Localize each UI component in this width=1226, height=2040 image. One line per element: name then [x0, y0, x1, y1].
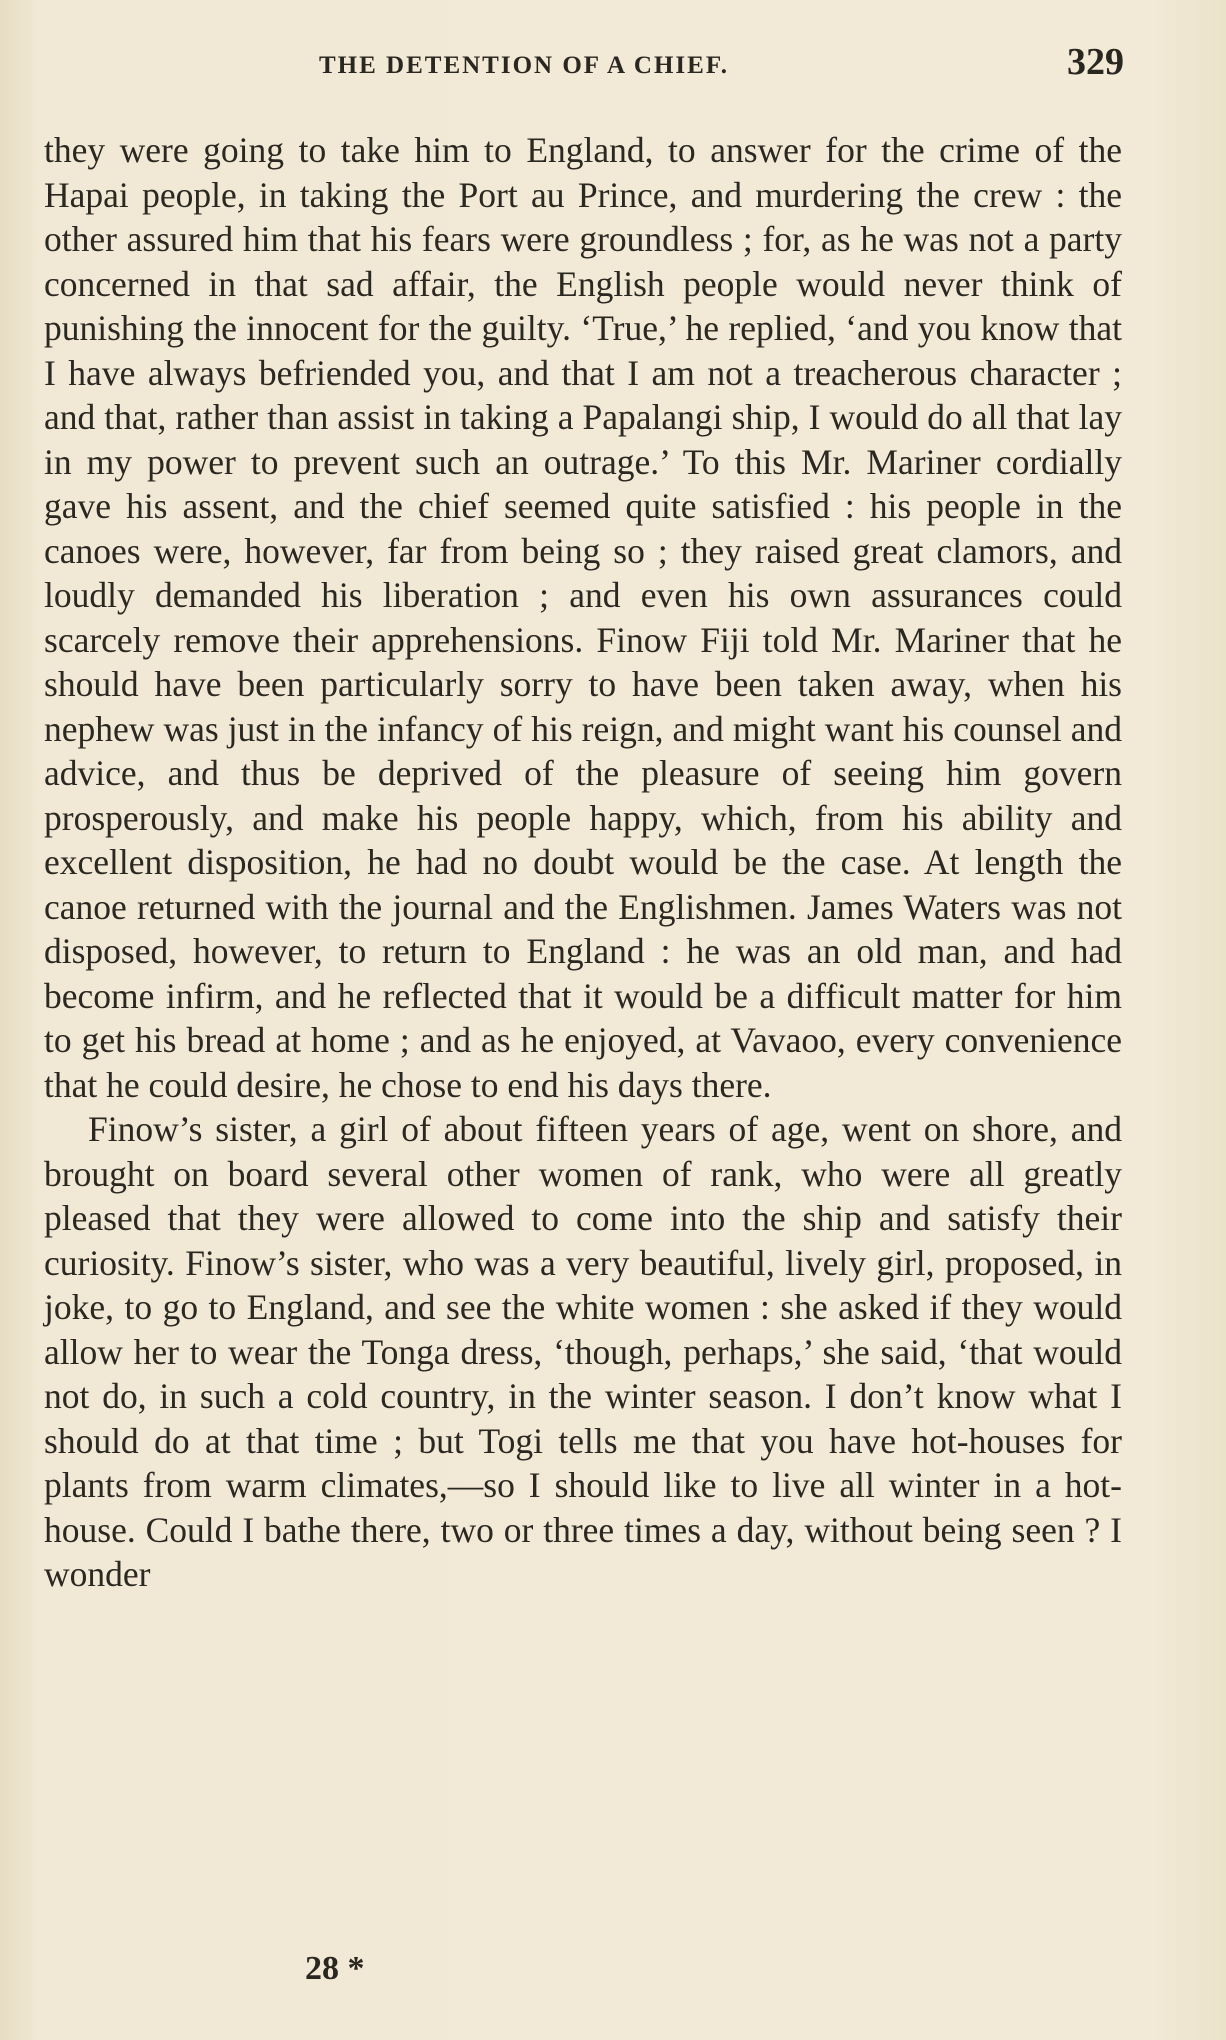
page-header	[44, 40, 1124, 94]
signature-mark: 28 *	[305, 1950, 365, 1987]
paragraph-1: they were going to take him to England, to answer for the crime of the Hapai people, in taking the Port au Prince, and murdering the crew : the other assured him that his fears were groundless ; for, as he was not a party concerned in that sad affair, the English people would never think of punishing the innocent for the guilty. ‘True,’ he replied, ‘and you know that I have always befriended you, and that I am not a treacherous character ; and that, rather than assist in taking a Papalangi ship, I would do all that lay in my power to prevent such an outrage.’ To this Mr. Mariner cordially gave his assent, and the chief seemed quite satisfied : his people in the canoes were, however, far from being so ; they raised great clamors, and loudly demanded his liberation ; and even his own assurances could scarcely remove their apprehensions. Finow Fiji told Mr. Mariner that he should have been particularly sorry to have been taken away, when his nephew was just in the infancy of his reign, and might want his counsel and advice, and thus be deprived of the pleasure of seeing him govern prosperously, and make his people happy, which, from his ability and excellent disposition, he had no doubt would be the case. At length the canoe returned with the journal and the Englishmen. James Waters was not disposed, however, to return to England : he was an old man, and had become infirm, and he reflected that it would be a difficult matter for him to get his bread at home ; and as he enjoyed, at Vavaoo, every convenience that he could desire, he chose to end his days there.	[44, 130, 1122, 1105]
running-head: THE DETENTION OF A CHIEF.	[319, 52, 730, 79]
page-number: 329	[1067, 41, 1124, 83]
paragraph-2: Finow’s sister, a girl of about fifteen years of age, went on shore, and brought on board several other women of rank, who were all greatly pleased that they were allowed to come into the ship and satisfy their curiosity. Finow’s sister, who was a very beautiful, lively girl, proposed, in joke, to go to England, and see the white women : she asked if they would allow her to wear the Tonga dress, ‘though, perhaps,’ she said, ‘that would not do, in such a cold country, in the winter season. I don’t know what I should do at that time ; but Togi tells me that you have hot-houses for plants from warm climates,—so I should like to live all winter in a hot-house. Could I bathe there, two or three times a day, without being seen ? I wonder	[44, 1109, 1122, 1594]
body-text	[44, 128, 1122, 1597]
